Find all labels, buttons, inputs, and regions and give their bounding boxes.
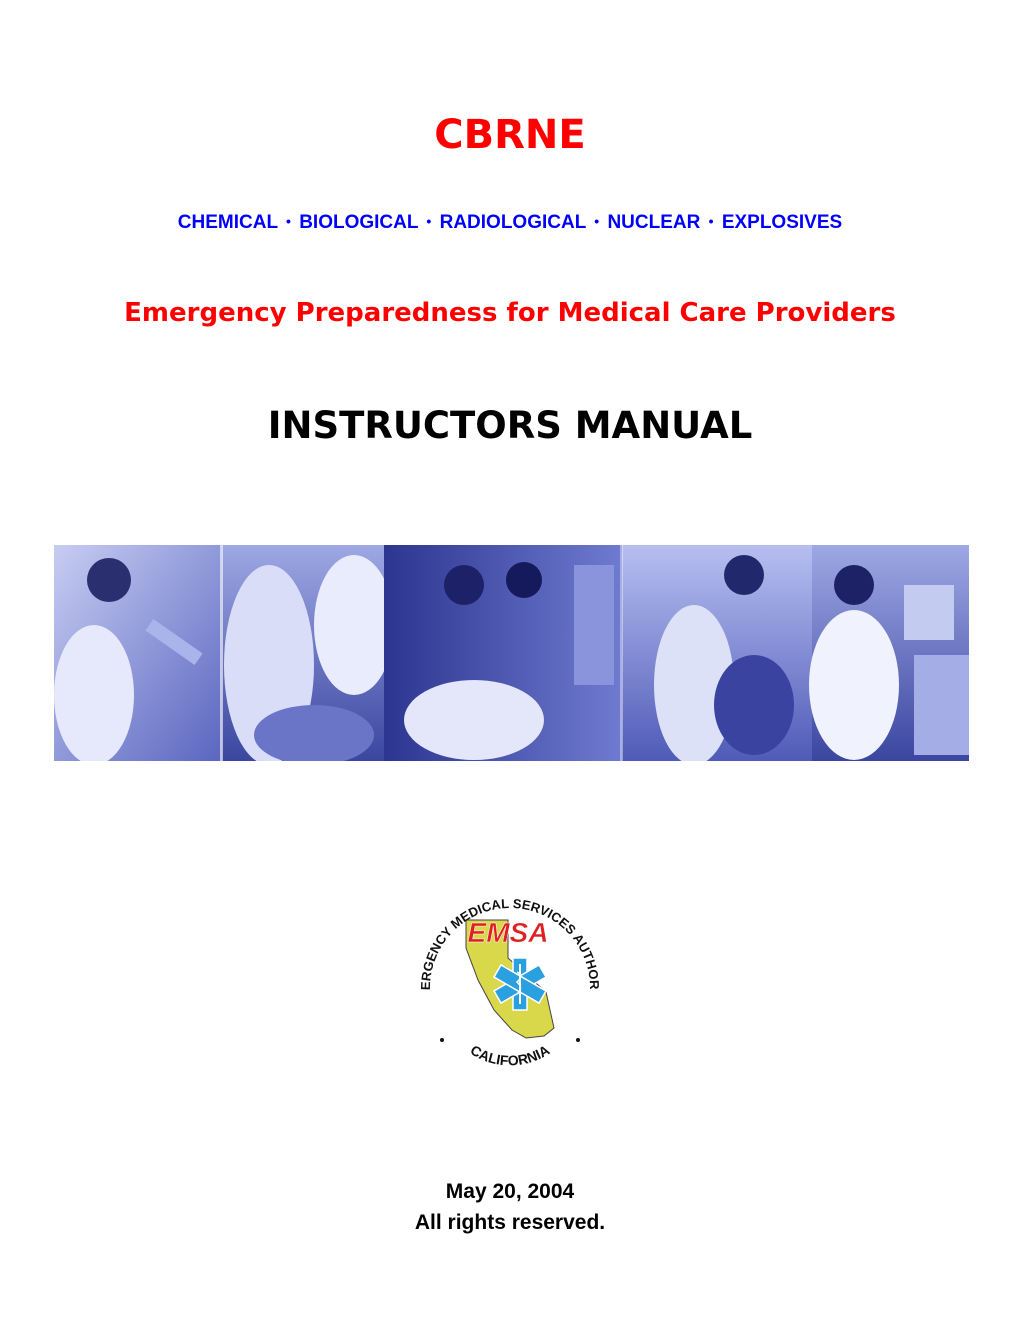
subtitle-term: RADIOLOGICAL <box>439 212 586 233</box>
manual-heading: INSTRUCTORS MANUAL <box>267 404 753 447</box>
logo-arc-text-bottom: CALIFORNIA <box>467 1041 553 1069</box>
logo-arc-text-top: ERGENCY MEDICAL SERVICES AUTHOR <box>417 895 603 991</box>
bullet-separator: • <box>594 213 600 229</box>
cbrne-subtitle <box>0 212 1020 234</box>
subtitle-term: NUCLEAR <box>607 212 701 233</box>
subtitle-term: EXPLOSIVES <box>721 212 843 233</box>
document-title: CBRNE <box>434 112 586 158</box>
emsa-wordmark: EMSA <box>467 917 549 948</box>
rights-notice: All rights reserved. <box>414 1211 606 1234</box>
bullet-separator: • <box>426 213 432 229</box>
tagline: Emergency Preparedness for Medical Care Providers <box>124 298 896 328</box>
publication-date: May 20, 2004 <box>445 1180 575 1203</box>
banner-photo-collage <box>54 545 969 761</box>
emsa-logo <box>408 880 612 1084</box>
subtitle-term: CHEMICAL <box>177 212 278 233</box>
bullet-separator: • <box>708 213 714 229</box>
subtitle-term: BIOLOGICAL <box>299 212 419 233</box>
bullet-separator: • <box>286 213 291 229</box>
